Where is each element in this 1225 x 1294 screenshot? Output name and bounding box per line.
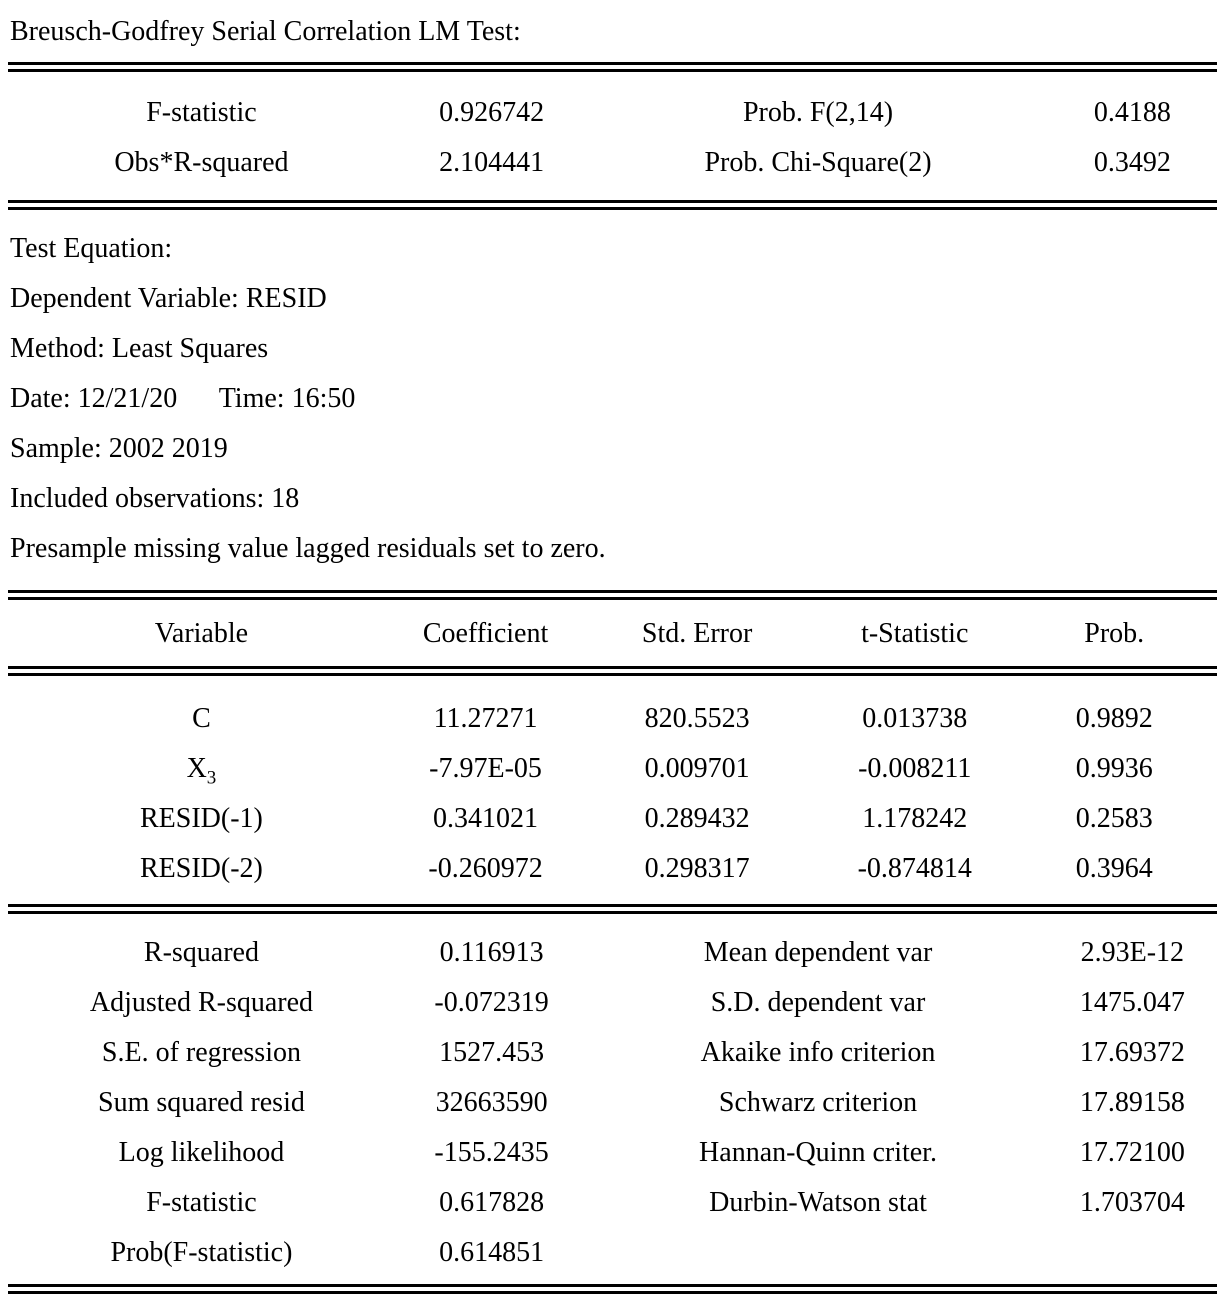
info-line: Method: Least Squares: [10, 333, 269, 364]
divider-double-rule: [8, 590, 1217, 600]
std-error-value: 820.5523: [644, 703, 750, 734]
info-line: Sample: 2002 2019: [10, 433, 228, 464]
stat-label: Prob(F-statistic): [110, 1237, 293, 1268]
table-row: [8, 694, 1217, 744]
variable-text: RESID(-2): [140, 853, 263, 884]
stat-value: 0.116913: [439, 937, 544, 968]
info-line: Date: 12/21/20 Time: 16:50: [10, 383, 356, 414]
column-header: Std. Error: [641, 618, 753, 649]
stat-value: 17.72100: [1079, 1137, 1185, 1168]
stat-value: 0.926742: [439, 97, 545, 128]
stat-value: 0.4188: [1093, 97, 1171, 128]
stat-value: 1.703704: [1079, 1187, 1185, 1218]
column-header: Prob.: [1084, 618, 1145, 649]
variable-text: C: [192, 703, 211, 734]
stat-label: Adjusted R-squared: [89, 987, 314, 1018]
stat-label: Durbin-Watson stat: [709, 1187, 927, 1218]
table-row: [8, 978, 1217, 1028]
column-header: t-Statistic: [861, 618, 969, 649]
table-row: [8, 138, 1217, 188]
std-error-value: 0.298317: [644, 853, 750, 884]
prob-value: 0.9936: [1075, 753, 1153, 784]
variable-name: [8, 794, 395, 844]
stat-value: 2.93E-12: [1080, 937, 1185, 968]
stat-label: Prob. Chi-Square(2): [704, 147, 932, 178]
coefficient-value: -0.260972: [428, 853, 543, 884]
divider-double-rule: [8, 666, 1217, 676]
test-equation-info: [8, 210, 1217, 590]
regression-stats-table: [8, 914, 1217, 1284]
info-line: Presample missing value lagged residuals set to zero.: [10, 533, 606, 564]
stat-value: 17.89158: [1079, 1087, 1185, 1118]
stat-label: Sum squared resid: [98, 1087, 305, 1118]
info-line: Dependent Variable: RESID: [10, 283, 327, 314]
table-row: [8, 1078, 1217, 1128]
stat-value: 0.3492: [1093, 147, 1171, 178]
coefficient-table-header: [8, 600, 1217, 666]
column-header: Coefficient: [422, 618, 549, 649]
divider-double-rule: [8, 1284, 1217, 1294]
stat-label: F-statistic: [146, 97, 257, 128]
stat-label: Obs*R-squared: [114, 147, 289, 178]
std-error-value: 0.289432: [644, 803, 750, 834]
prob-value: 0.9892: [1075, 703, 1153, 734]
divider-double-rule: [8, 904, 1217, 914]
prob-value: 0.3964: [1075, 853, 1153, 884]
table-row: [8, 1228, 1217, 1278]
t-statistic-value: -0.874814: [857, 853, 972, 884]
table-row: [8, 928, 1217, 978]
table-row: [8, 1128, 1217, 1178]
stat-value: 0.614851: [439, 1237, 545, 1268]
variable-name: [8, 694, 395, 744]
table-row: [8, 1028, 1217, 1078]
coefficient-value: -7.97E-05: [429, 753, 542, 784]
divider-double-rule: [8, 62, 1217, 72]
variable-text: RESID(-1): [140, 803, 263, 834]
stat-label: F-statistic: [146, 1187, 257, 1218]
stat-value: -0.072319: [434, 987, 549, 1018]
stat-value: 0.617828: [439, 1187, 545, 1218]
coefficient-value: 11.27271: [433, 703, 538, 734]
stat-value: 32663590: [435, 1087, 548, 1118]
stat-label: R-squared: [143, 937, 259, 968]
stat-label: Log likelihood: [118, 1137, 285, 1168]
stat-value: 1475.047: [1079, 987, 1185, 1018]
stat-value: 17.69372: [1079, 1037, 1185, 1068]
stat-value: [1048, 1228, 1217, 1278]
stat-label: Schwarz criterion: [718, 1087, 918, 1118]
coefficient-value: 0.341021: [433, 803, 539, 834]
stat-value: -155.2435: [434, 1137, 549, 1168]
variable-text: X: [186, 753, 207, 784]
stat-value: 1527.453: [439, 1037, 545, 1068]
variable-name: [8, 844, 395, 894]
stat-label: Hannan-Quinn criter.: [699, 1137, 937, 1168]
t-statistic-value: 0.013738: [862, 703, 968, 734]
info-line: Test Equation:: [10, 233, 173, 264]
column-header: Variable: [154, 618, 249, 649]
table-row: [8, 794, 1217, 844]
std-error-value: 0.009701: [644, 753, 750, 784]
stat-label: Mean dependent var: [703, 937, 933, 968]
t-statistic-value: 1.178242: [862, 803, 968, 834]
stat-label: Akaike info criterion: [700, 1037, 936, 1068]
table-row: [8, 88, 1217, 138]
stat-label: Prob. F(2,14): [742, 97, 894, 128]
stat-label: S.D. dependent var: [710, 987, 926, 1018]
lm-test-summary-table: [8, 72, 1217, 200]
stat-value: 2.104441: [439, 147, 545, 178]
table-row: [8, 1178, 1217, 1228]
coefficient-table: [8, 676, 1217, 904]
stat-label: [588, 1228, 1047, 1278]
variable-name: [8, 744, 395, 794]
stat-label: S.E. of regression: [101, 1037, 301, 1068]
table-row: [8, 744, 1217, 794]
divider-double-rule: [8, 200, 1217, 210]
prob-value: 0.2583: [1075, 803, 1153, 834]
table-row: [8, 844, 1217, 894]
variable-subscript: 3: [206, 767, 217, 789]
report-title: Breusch-Godfrey Serial Correlation LM Test:: [10, 16, 521, 47]
info-line: Included observations: 18: [10, 483, 300, 514]
t-statistic-value: -0.008211: [858, 753, 972, 784]
